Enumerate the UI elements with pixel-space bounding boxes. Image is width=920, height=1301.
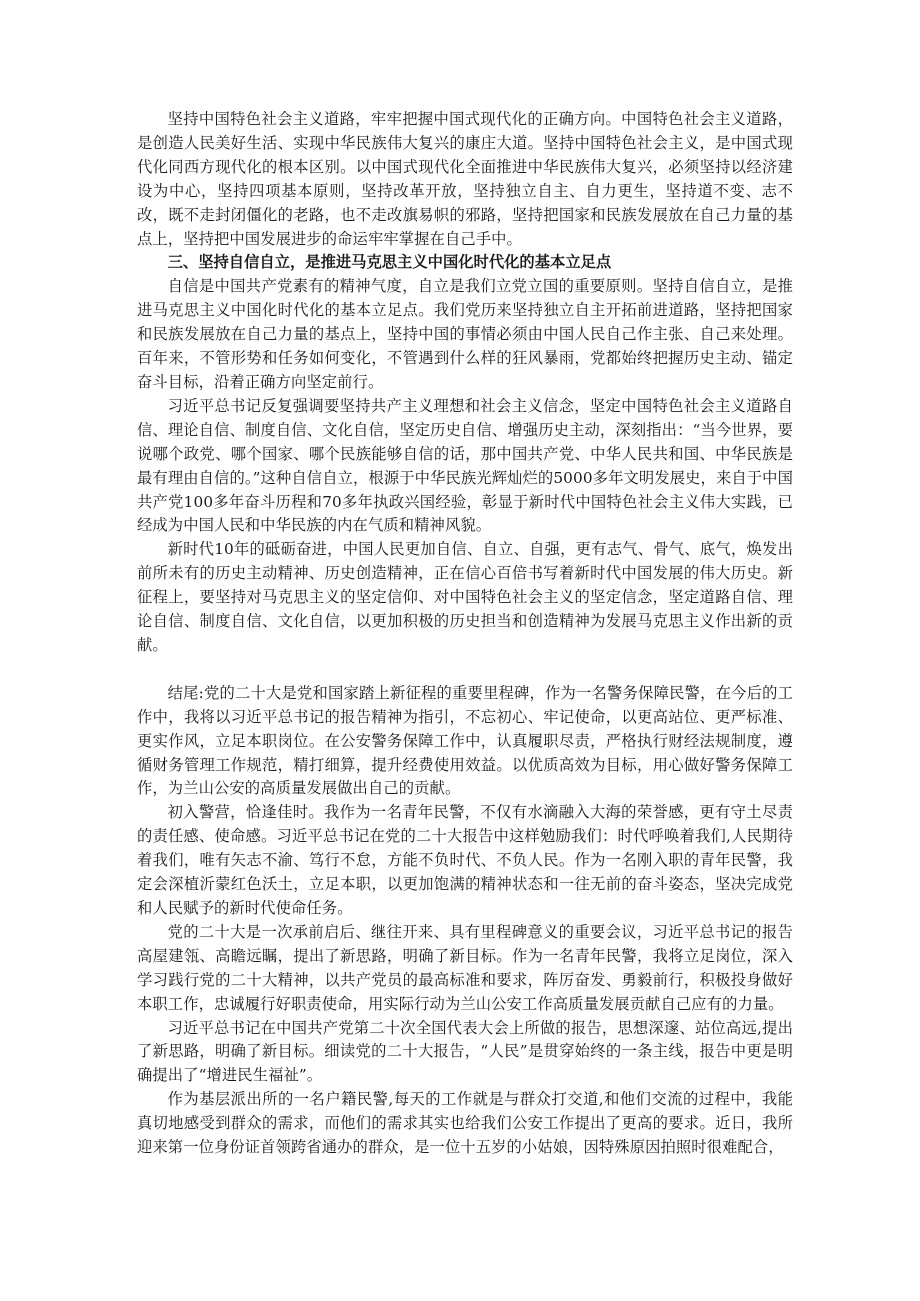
paragraph: 坚持中国特色社会主义道路，牢牢把握中国式现代化的正确方向。中国特色社会主义道路，是创造人民美好生活、实现中华民族伟大复兴的康庄大道。坚持中国特色社会主义，是中国式现代化同西方现代化的根本区别。以中国式现代化全面推进中华民族伟大复兴，必须坚持以经济建设为中心，坚持四项基本原则，坚持改革开放，坚持独立自主、自力更生，坚持道不变、志不改，既不走封闭僵化的老路，也不走改旗易帜的邪路，坚持把国家和民族发展放在自己力量的基点上，坚持把中国发展进步的命运牢牢掌握在自己手中。: [137, 110, 793, 248]
paragraph: 新时代10年的砥砺奋进，中国人民更加自信、自立、自强，更有志气、骨气、底气，焕发出前所未有的历史主动精神、历史创造精神，正在信心百倍书写着新时代中国发展的伟大历史。新征程上，要坚持对马克思主义的坚定信仰、对中国特色社会主义的坚定信念，坚定道路自信、理论自信、制度自信、文化自信，以更加积极的历史担当和创造精神为发展马克思主义作出新的贡献。: [137, 540, 793, 654]
paragraph: 习近平总书记反复强调要坚持共产主义理想和社会主义信念，坚定中国特色社会主义道路自信、理论自信、制度自信、文化自信，坚定历史自信、增强历史主动，深刻指出：“当今世界，要说哪个政党、哪个国家、哪个民族能够自信的话，那中国共产党、中华人民共和国、中华民族是最有理由自信的。”这种自信自立，根源于中华民族光辉灿烂的5000多年文明发展史，来自于中国共产党100多年奋斗历程和70多年执政兴国经验，彰显于新时代中国特色社会主义伟大实践，已经成为中国人民和中华民族的内在气质和精神风貌。: [137, 396, 793, 535]
paragraph: 初入警营，恰逢佳时。我作为一名青年民警，不仅有水滴融入大海的荣誉感，更有守土尽责的责任感、使命感。习近平总书记在党的二十大报告中这样勉励我们：时代呼唤着我们,人民期待着我们，唯有矢志不渝、笃行不怠，方能不负时代、不负人民。作为一名刚入职的青年民警，我定会深植沂蒙红色沃土，立足本职，以更加饱满的精神状态和一往无前的奋斗姿态，坚决完成党和人民赋予的新时代使命任务。: [137, 803, 793, 917]
blank-line: [137, 658, 793, 682]
paragraph: 结尾:党的二十大是党和国家踏上新征程的重要里程碑，作为一名警务保障民警，在今后的工作中，我将以习近平总书记的报告精神为指引，不忘初心、牢记使命，以更高站位、更严标准、更实作风，立足本职岗位。在公安警务保障工作中，认真履职尽责，严格执行财经法规制度，遵循财务管理工作规范，精打细算，提升经费使用效益。以优质高效为目标，用心做好警务保障工作，为兰山公安的高质量发展做出自己的贡献。: [137, 683, 793, 798]
document-page: [137, 108, 793, 1160]
section-heading: 三、坚持自信自立，是推进马克思主义中国化时代化的基本立足点: [167, 253, 612, 272]
paragraph: 习近平总书记在中国共产党第二十次全国代表大会上所做的报告，思想深邃、站位高远,提出了新思路，明确了新目标。细读党的二十大报告，“人民”是贯穿始终的一条主线，报告中更是明确提出了“增进民生福祉”。: [137, 1018, 793, 1085]
paragraph: 作为基层派出所的一名户籍民警,每天的工作就是与群众打交道,和他们交流的过程中，我能真切地感受到群众的需求，而他们的需求其实也给我们公安工作提出了更高的要求。近日，我所迎来第一位身份证首领跨省通办的群众，是一位十五岁的小姑娘，因特殊原因拍照时很难配合，: [137, 1090, 793, 1157]
paragraph: 自信是中国共产党素有的精神气度，自立是我们立党立国的重要原则。坚持自信自立，是推进马克思主义中国化时代化的基本立足点。我们党历来坚持独立自主开拓前进道路，坚持把国家和民族发展放在自己力量的基点上，坚持中国的事情必须由中国人民自己作主张、自己来处理。百年来，不管形势和任务如何变化，不管遇到什么样的狂风暴雨，党都始终把握历史主动、锚定奋斗目标，沿着正确方向坚定前行。: [137, 277, 793, 391]
paragraph: 党的二十大是一次承前启后、继往开来、具有里程碑意义的重要会议，习近平总书记的报告高屋建瓴、高瞻远瞩，提出了新思路，明确了新目标。作为一名青年民警，我将立足岗位，深入学习践行党的二十大精神，以共产党员的最高标准和要求，阵厉奋发、勇毅前行，积极投身做好本职工作，忠诚履行好职责使命，用实际行动为兰山公安工作高质量发展贡献自己应有的力量。: [137, 922, 793, 1013]
